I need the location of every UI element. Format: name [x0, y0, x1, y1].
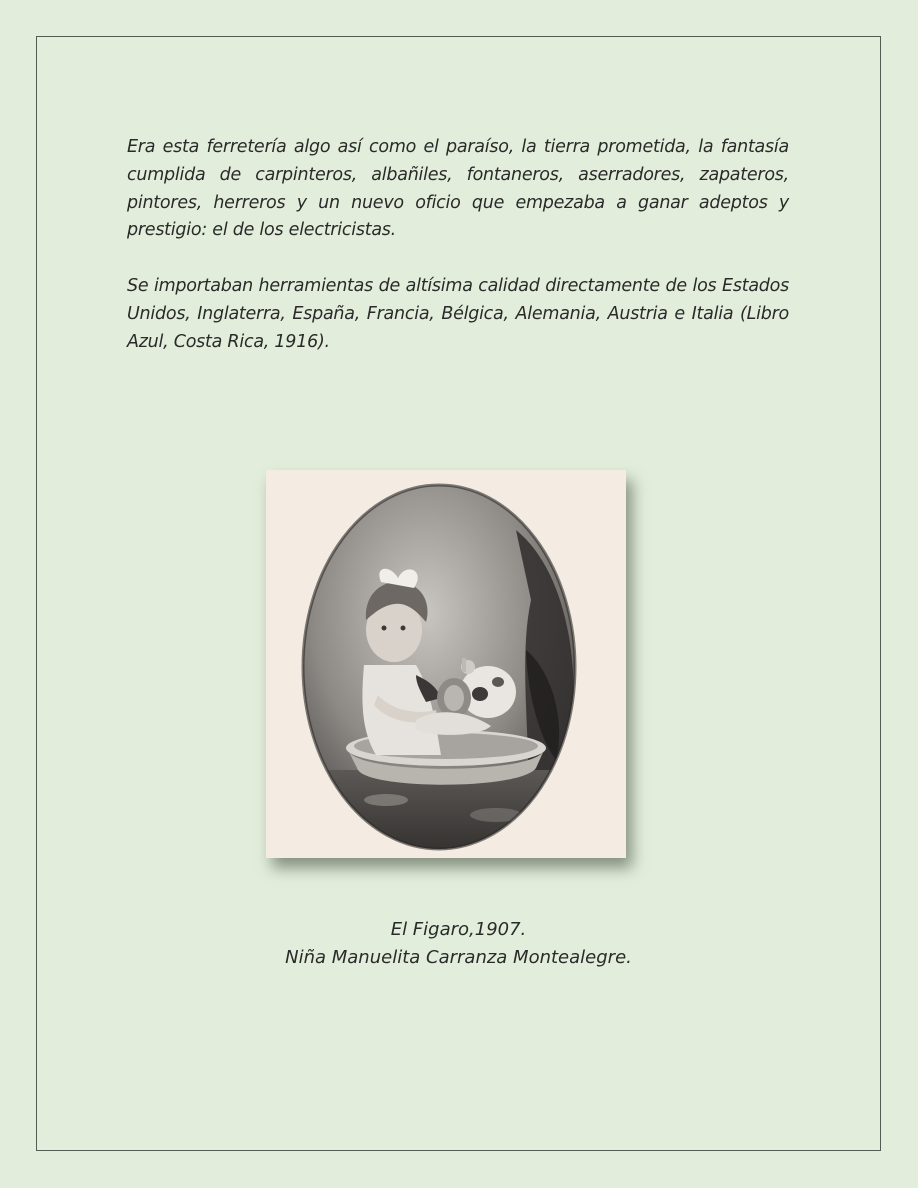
- photo-caption: [36, 916, 881, 972]
- oval-portrait-image: [266, 470, 626, 858]
- body-text: [127, 134, 789, 356]
- paragraph-2: Se importaban herramientas de altísima calidad directamente de los Estados Unidos, Inglaterra, España, Francia, Bélgica, Alemania, Austria e Italia (Libro Azul, Costa Rica, 1916).: [127, 275, 789, 352]
- caption-subject: Niña Manuelita Carranza Montealegre.: [285, 947, 632, 968]
- caption-source: El Figaro,1907.: [390, 919, 527, 940]
- paragraph-1: Era esta ferretería algo así como el paraíso, la tierra prometida, la fantasía cumplida de carpinteros, albañiles, fontaneros, aserradores, zapateros, pintores, herreros y un nuevo oficio que empezaba a ganar adeptos y prestigio: el de los electricistas.: [127, 137, 789, 241]
- vintage-photograph: [266, 470, 626, 858]
